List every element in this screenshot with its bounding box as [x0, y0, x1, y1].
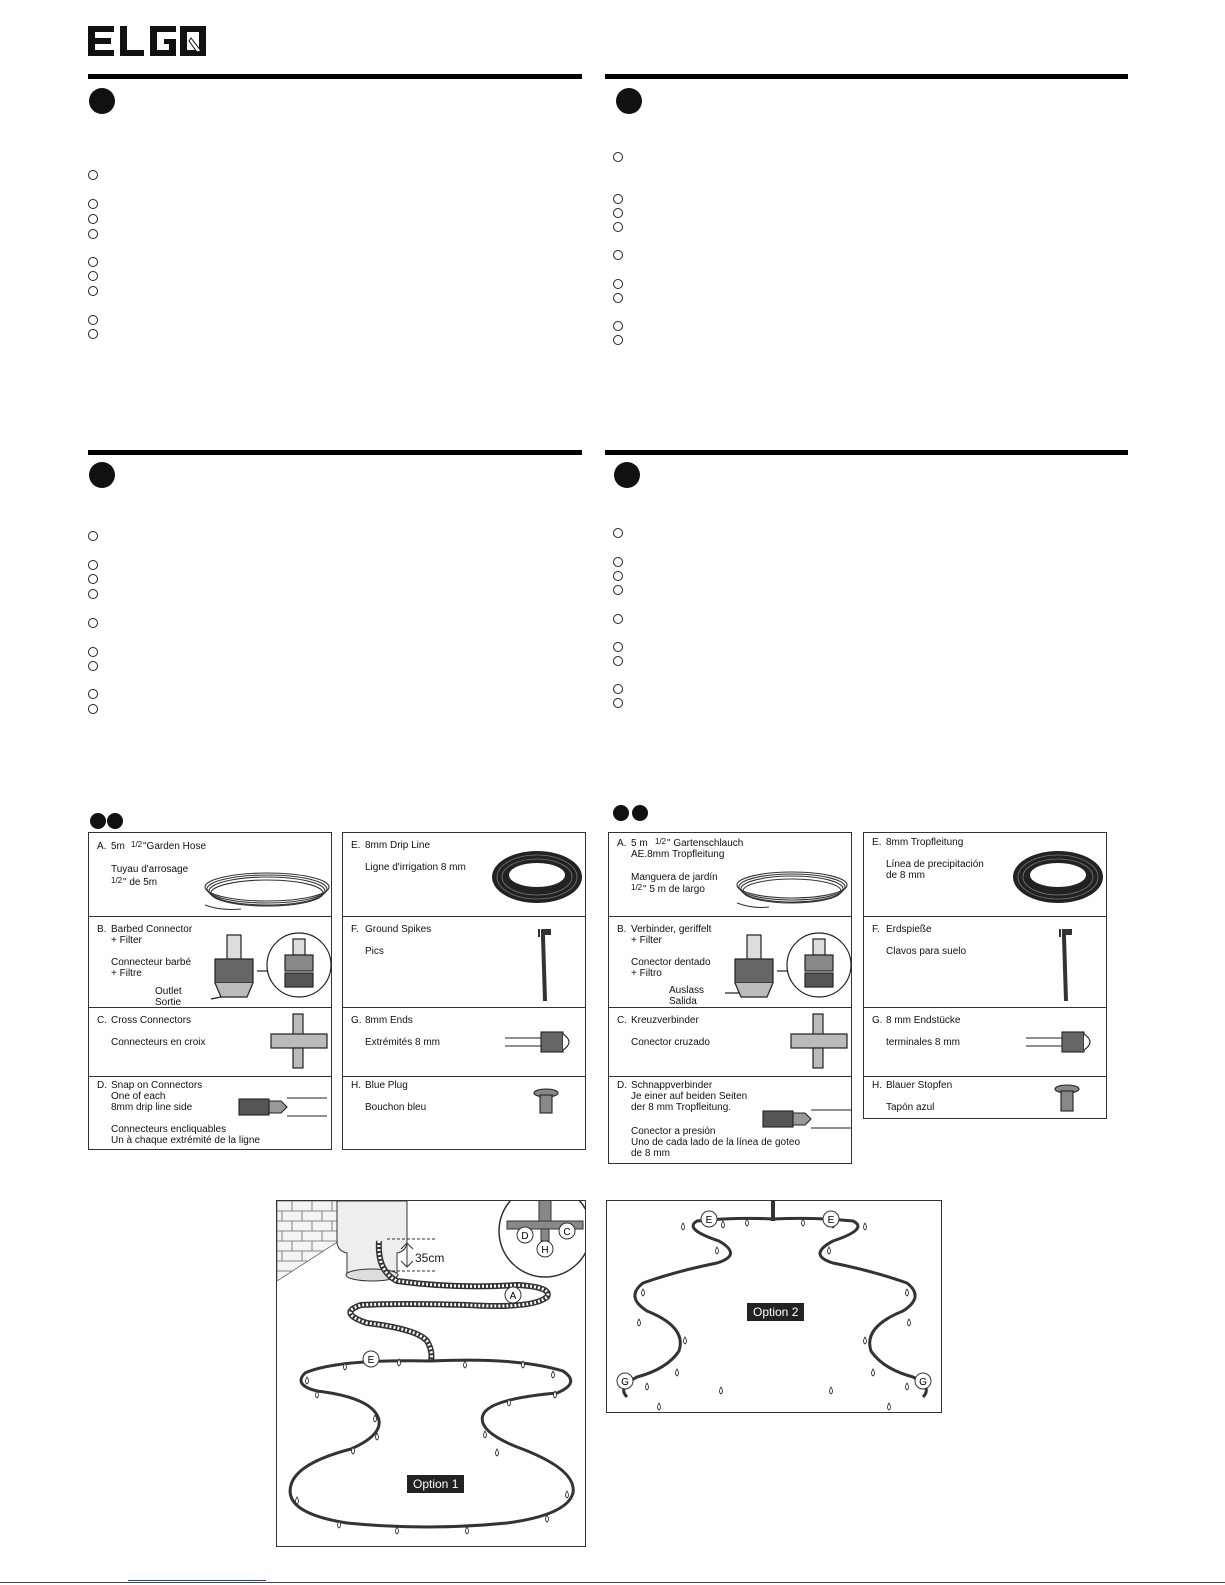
part-alt-name: Conector cruzado [631, 1037, 710, 1048]
language-badge-small [107, 813, 123, 829]
step-marker [88, 315, 98, 325]
section-rule-top-left [88, 74, 582, 79]
step-marker [88, 618, 98, 628]
language-badge-small [613, 805, 629, 821]
emitter-drop-icon [802, 1219, 805, 1226]
barbed-connector-icon [721, 919, 851, 1007]
emitter-drop-icon [722, 1221, 725, 1228]
diagram-label-h [535, 1239, 555, 1259]
emitter-drop-icon [828, 1247, 831, 1254]
step-marker [88, 560, 98, 570]
part-letter: B. [97, 924, 107, 935]
hose-coil-icon [733, 865, 851, 913]
part-alt-tail: " de 5m [123, 877, 158, 888]
step-marker [613, 571, 623, 581]
step-marker [88, 257, 98, 267]
part-alt-name: Connecteur barbé [111, 957, 192, 968]
snap-connector-icon [235, 1087, 331, 1127]
part-f-ground-spikes [863, 916, 1107, 1008]
footer-rule [0, 1582, 1225, 1583]
part-alt-name: Bouchon bleu [365, 1102, 427, 1113]
emitter-drop-icon [906, 1383, 909, 1390]
step-marker [88, 661, 98, 671]
step-marker [613, 152, 623, 162]
part-alt-tail: " 5 m de largo [643, 884, 705, 895]
drip-line-coil-icon [1010, 843, 1106, 909]
part-name: Cross Connectors [111, 1015, 192, 1026]
emitter-drop-icon [638, 1319, 641, 1326]
part-name: Snap on Connectors [111, 1080, 203, 1091]
emitter-drop-icon [552, 1371, 555, 1378]
diagram-label-g [913, 1371, 933, 1391]
cross-connector-icon [269, 1012, 329, 1072]
cross-connector-icon [789, 1012, 849, 1072]
language-badge-small [90, 813, 106, 829]
step-marker [88, 574, 98, 584]
part-alt-fraction: 1/2 [631, 883, 643, 892]
step-marker [88, 286, 98, 296]
svg-text:G: G [621, 1377, 629, 1388]
emitter-drop-icon [864, 1337, 867, 1344]
option-label: Option 2 [747, 1303, 804, 1321]
part-f-ground-spikes [342, 916, 586, 1008]
part-name: 8mm Tropfleitung [886, 837, 964, 848]
part-d-snap-connectors [88, 1076, 332, 1150]
part-name: 5 m [631, 838, 648, 849]
part-alt-name-3: de 8 mm [631, 1148, 670, 1159]
emitter-drop-icon [296, 1497, 299, 1504]
part-alt-name-2: Un à chaque extrémité de la ligne [111, 1135, 260, 1146]
part-name-3: der 8 mm Tropfleitung. [631, 1102, 732, 1113]
svg-text:H: H [541, 1245, 549, 1256]
step-marker [88, 329, 98, 339]
step-marker [613, 208, 623, 218]
part-alt-name: Clavos para suelo [886, 946, 967, 957]
emitter-drop-icon [716, 1247, 719, 1254]
blue-plug-icon [531, 1085, 561, 1125]
part-letter: C. [97, 1015, 107, 1026]
emitter-drop-icon [720, 1387, 723, 1394]
installation-diagram-option-2 [606, 1200, 942, 1413]
emitter-drop-icon [658, 1403, 661, 1410]
step-marker [613, 614, 623, 624]
diagram-label-c [557, 1221, 577, 1241]
part-letter: F. [351, 924, 359, 935]
step-marker [88, 689, 98, 699]
part-name: Verbinder, geriffelt [631, 924, 712, 935]
step-marker [88, 199, 98, 209]
step-marker [613, 642, 623, 652]
part-letter: H. [872, 1080, 882, 1091]
diagram-label-b: B [559, 1200, 579, 1201]
ground-spike-icon [1052, 925, 1082, 1005]
part-name-2: AE.8mm Tropfleitung [631, 849, 725, 860]
part-alt-name: terminales 8 mm [886, 1037, 960, 1048]
diagram-label-e [361, 1349, 381, 1369]
part-name: 8mm Ends [365, 1015, 413, 1026]
emitter-drop-icon [396, 1527, 399, 1534]
part-letter: G. [872, 1015, 883, 1026]
emitter-drop-icon [646, 1383, 649, 1390]
step-marker [613, 585, 623, 595]
part-alt-name: Connecteurs encliquables [111, 1124, 227, 1135]
part-name: 5m [111, 841, 125, 852]
outlet-label-alt: Salida [669, 996, 697, 1007]
part-d-snap-connectors [608, 1076, 852, 1164]
part-alt-name: Manguera de jardín [631, 872, 718, 883]
part-e-drip-line [863, 832, 1107, 917]
section-rule-mid-right [605, 450, 1128, 455]
part-h-blue-plug [342, 1076, 586, 1150]
language-badge [89, 462, 115, 488]
part-letter: C. [617, 1015, 627, 1026]
emitter-drop-icon [642, 1289, 645, 1296]
part-alt-name: Pics [365, 946, 384, 957]
step-marker [613, 698, 623, 708]
step-marker [613, 194, 623, 204]
part-alt-name: Conector a presión [631, 1126, 716, 1137]
ground-spike-icon [531, 925, 561, 1005]
emitter-drop-icon [908, 1319, 911, 1326]
part-name: Kreuzverbinder [631, 1015, 699, 1026]
part-c-cross-connectors [88, 1007, 332, 1077]
part-name: Blauer Stopfen [886, 1080, 953, 1091]
barbed-connector-icon [201, 919, 331, 1007]
diagram-label-g [615, 1371, 635, 1391]
part-letter: E. [872, 837, 882, 848]
part-letter: H. [351, 1080, 361, 1091]
part-letter: F. [872, 924, 880, 935]
emitter-drop-icon [464, 1361, 467, 1368]
part-letter: A. [617, 838, 627, 849]
drip-end-icon [1024, 1022, 1104, 1062]
part-alt-name: Conector dentado [631, 957, 711, 968]
part-alt-name-2: de 8 mm [886, 870, 925, 881]
step-marker [613, 335, 623, 345]
part-name: 8mm Drip Line [365, 840, 431, 851]
part-alt-name: Extrémités 8 mm [365, 1037, 441, 1048]
part-name: 8 mm Endstücke [886, 1015, 961, 1026]
part-g-ends [342, 1007, 586, 1077]
emitter-drop-icon [496, 1449, 499, 1456]
svg-text:G: G [919, 1377, 927, 1388]
part-name-tail: " Gartenschlauch [667, 838, 744, 849]
part-name-2: + Filter [111, 935, 142, 946]
svg-text:E: E [367, 1355, 375, 1366]
part-alt-name: Tuyau d'arrosage [111, 864, 189, 875]
part-a-hose [88, 832, 332, 917]
emitter-drop-icon [484, 1431, 487, 1438]
step-marker [88, 229, 98, 239]
part-h-blue-plug [863, 1076, 1107, 1119]
step-marker [88, 647, 98, 657]
diagram-label-a [503, 1285, 523, 1305]
snap-connector-icon [759, 1099, 852, 1139]
part-name-3: 8mm drip line side [111, 1102, 193, 1113]
part-alt-name: Connecteurs en croix [111, 1037, 206, 1048]
part-b-barbed-connector [88, 916, 332, 1008]
step-marker [88, 589, 98, 599]
svg-text:E: E [705, 1215, 713, 1226]
emitter-drop-icon [864, 1223, 867, 1230]
blue-plug-icon [1052, 1081, 1082, 1117]
emitter-drop-icon [306, 1377, 309, 1384]
part-name: Blue Plug [365, 1080, 408, 1091]
part-b-barbed-connector [608, 916, 852, 1008]
part-g-ends [863, 1007, 1107, 1077]
step-marker [613, 656, 623, 666]
step-marker [613, 250, 623, 260]
language-badge-small [632, 805, 648, 821]
part-alt-name-2: + Filtre [111, 968, 142, 979]
part-alt-name-2: Uno de cada lado de la línea de goteo [631, 1137, 801, 1148]
part-name-tail: "Garden Hose [143, 841, 207, 852]
emitter-drop-icon [830, 1387, 833, 1394]
emitter-drop-icon [888, 1403, 891, 1410]
emitter-drop-icon [746, 1219, 749, 1226]
diagram-label-e [699, 1209, 719, 1229]
part-name: Erdspieße [886, 924, 932, 935]
language-badge [614, 462, 640, 488]
part-alt-name-2: + Filtro [631, 968, 662, 979]
svg-text:E: E [827, 1215, 835, 1226]
emitter-drop-icon [906, 1289, 909, 1296]
part-letter: D. [97, 1080, 107, 1091]
step-marker [88, 170, 98, 180]
emitter-drop-icon [682, 1223, 685, 1230]
language-badge [616, 88, 642, 114]
hose-coil-icon [201, 865, 332, 915]
step-marker [88, 214, 98, 224]
part-letter: B. [617, 924, 627, 935]
step-marker [613, 684, 623, 694]
footer-link-underline[interactable] [128, 1580, 266, 1581]
part-name: Schnappverbinder [631, 1080, 713, 1091]
diagram-label-e [821, 1209, 841, 1229]
part-name: Barbed Connector [111, 924, 193, 935]
section-rule-mid-left [88, 450, 582, 455]
step-marker [88, 271, 98, 281]
outlet-label: Auslass [669, 985, 705, 996]
outlet-label: Outlet [155, 986, 182, 997]
emitter-drop-icon [466, 1527, 469, 1534]
svg-text:D: D [521, 1231, 529, 1242]
part-e-drip-line [342, 832, 586, 917]
part-letter: E. [351, 840, 361, 851]
part-letter: D. [617, 1080, 627, 1091]
step-marker [613, 528, 623, 538]
step-marker [613, 557, 623, 567]
height-label: 35cm [415, 1251, 445, 1265]
part-name-2: Je einer auf beiden Seiten [631, 1091, 748, 1102]
part-letter: G. [351, 1015, 362, 1026]
drip-end-icon [503, 1022, 583, 1062]
emitter-drop-icon [676, 1369, 679, 1376]
step-marker [613, 321, 623, 331]
part-name: Ground Spikes [365, 924, 432, 935]
part-c-cross-connectors [608, 1007, 852, 1077]
installation-diagram-option-1 [276, 1187, 586, 1547]
outlet-label-alt: Sortie [155, 997, 182, 1008]
part-name-2: + Filter [631, 935, 662, 946]
part-alt-fraction: 1/2 [111, 876, 123, 885]
emitter-drop-icon [872, 1369, 875, 1376]
step-marker [88, 531, 98, 541]
drip-line-coil-icon [489, 843, 585, 909]
option-label: Option 1 [407, 1475, 464, 1493]
hose-fraction: 1/2 [655, 837, 667, 846]
emitter-drop-icon [566, 1491, 569, 1498]
part-alt-name: Ligne d'irrigation 8 mm [365, 862, 466, 873]
part-letter: A. [97, 841, 107, 852]
part-alt-name: Tapón azul [886, 1102, 935, 1113]
svg-text:A: A [509, 1291, 517, 1302]
emitter-drop-icon [684, 1337, 687, 1344]
elgo-logo [88, 24, 210, 58]
part-alt-name: Línea de precipitación [886, 859, 984, 870]
language-badge [89, 88, 115, 114]
part-name-2: One of each [111, 1091, 166, 1102]
hose-fraction: 1/2 [131, 840, 143, 849]
step-marker [613, 222, 623, 232]
step-marker [613, 279, 623, 289]
part-a-hose [608, 832, 852, 917]
diagram-label-d [515, 1225, 535, 1245]
section-rule-top-right [605, 74, 1128, 79]
step-marker [88, 704, 98, 714]
svg-text:C: C [563, 1227, 571, 1238]
step-marker [613, 293, 623, 303]
